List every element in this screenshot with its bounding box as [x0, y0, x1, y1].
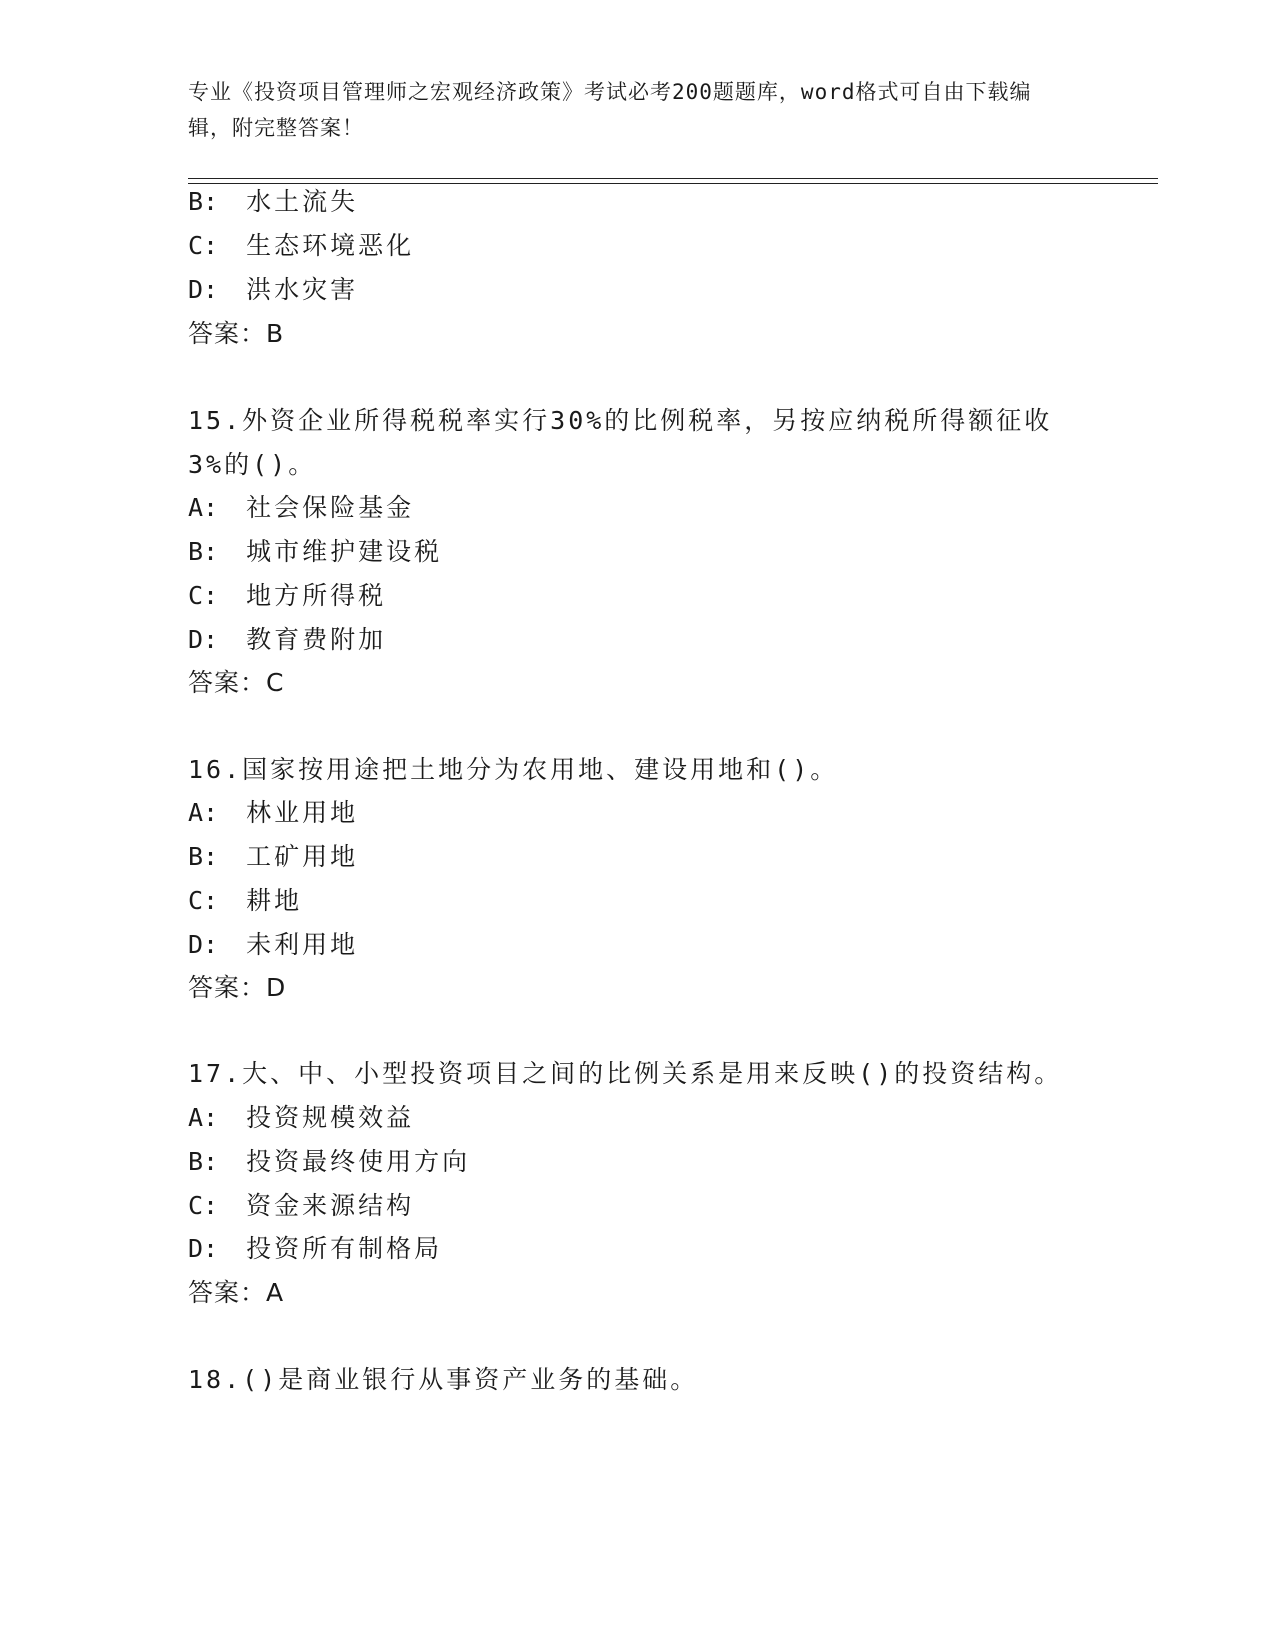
option-text: 投资规模效益: [246, 1103, 415, 1132]
question-stem: 17.大、中、小型投资项目之间的比例关系是用来反映()的投资结构。: [188, 1059, 1063, 1088]
option-text: 生态环境恶化: [246, 231, 415, 260]
answer-line: 答案：A: [188, 1278, 285, 1307]
option-a: [188, 797, 358, 829]
option-a: [188, 492, 414, 524]
option-c: [188, 885, 302, 917]
header-divider: [188, 178, 1158, 184]
option-text: 未利用地: [246, 930, 359, 959]
option-letter: A:: [188, 1103, 219, 1132]
option-text: 城市维护建设税: [246, 537, 443, 566]
answer-line: 答案：C: [188, 668, 285, 697]
option-d: [188, 274, 358, 306]
answer-line: 答案：B: [188, 319, 285, 348]
option-letter: C:: [188, 1191, 219, 1220]
option-letter: B:: [188, 842, 219, 871]
option-letter: A:: [188, 493, 219, 522]
option-b: [188, 841, 358, 873]
question-stem-continued: 3%的()。: [188, 450, 317, 479]
option-text: 耕地: [246, 886, 303, 915]
option-letter: D:: [188, 625, 219, 654]
option-letter: B:: [188, 187, 219, 216]
question-stem: 16.国家按用途把土地分为农用地、建设用地和()。: [188, 755, 839, 784]
option-a: [188, 1102, 414, 1134]
option-text: 资金来源结构: [246, 1191, 415, 1220]
option-letter: C:: [188, 886, 219, 915]
option-d: [188, 1233, 442, 1265]
option-c: [188, 580, 386, 612]
option-letter: C:: [188, 581, 219, 610]
question-stem: 15.外资企业所得税税率实行30%的比例税率，另按应纳税所得额征收: [188, 406, 1053, 435]
option-b: [188, 536, 442, 568]
option-letter: D:: [188, 275, 219, 304]
option-b: [188, 186, 358, 218]
option-text: 投资所有制格局: [246, 1234, 443, 1263]
answer-line: 答案：D: [188, 973, 287, 1002]
option-text: 林业用地: [246, 798, 359, 827]
option-text: 工矿用地: [246, 842, 359, 871]
option-letter: B:: [188, 1147, 219, 1176]
option-letter: D:: [188, 930, 219, 959]
option-b: [188, 1146, 470, 1178]
option-text: 地方所得税: [246, 581, 387, 610]
option-letter: A:: [188, 798, 219, 827]
option-text: 教育费附加: [246, 625, 387, 654]
option-d: [188, 624, 386, 656]
option-text: 洪水灾害: [246, 275, 359, 304]
option-letter: D:: [188, 1234, 219, 1263]
option-c: [188, 1190, 414, 1222]
document-header: 专业《投资项目管理师之宏观经济政策》考试必考200题题库，word格式可自由下载编辑，附完整答案！: [188, 80, 1032, 140]
option-text: 社会保险基金: [246, 493, 415, 522]
option-c: [188, 230, 414, 262]
option-text: 水土流失: [246, 187, 359, 216]
option-letter: B:: [188, 537, 219, 566]
option-letter: C:: [188, 231, 219, 260]
option-d: [188, 929, 358, 961]
question-stem: 18.()是商业银行从事资产业务的基础。: [188, 1365, 699, 1394]
option-text: 投资最终使用方向: [246, 1147, 471, 1176]
